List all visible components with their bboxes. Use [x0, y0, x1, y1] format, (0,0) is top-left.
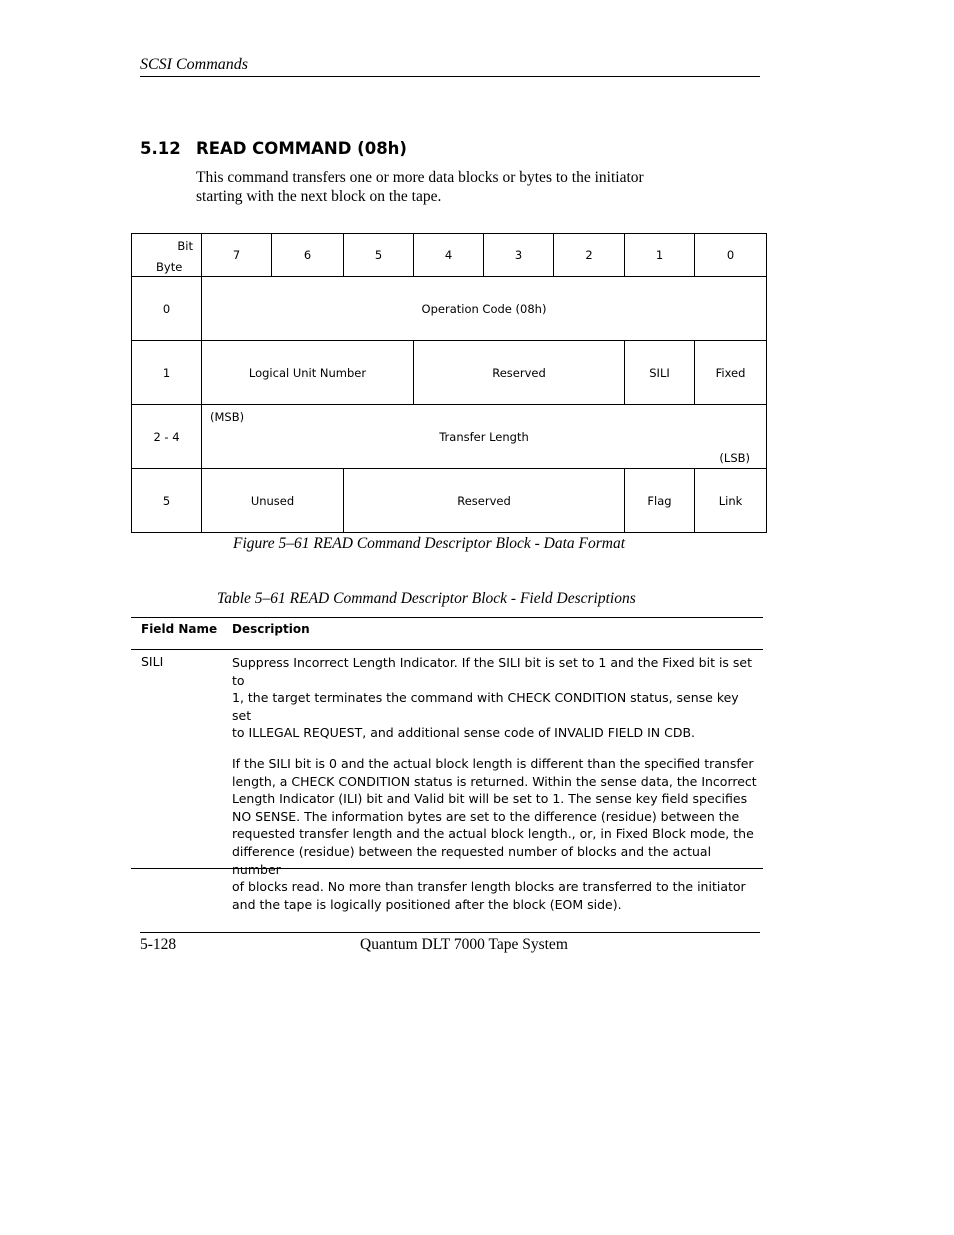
description-line: length, a CHECK CONDITION status is returned. Within the sense data, the Incorrect [232, 773, 757, 789]
table-caption: Table 5–61 READ Command Descriptor Block - Field Descriptions [217, 590, 636, 607]
column-header-field-name: Field Name [141, 622, 218, 636]
description-line: to ILLEGAL REQUEST, and additional sense code of INVALID FIELD IN CDB. [232, 725, 696, 741]
bit-number: 1 [625, 234, 695, 277]
description-paragraph [232, 654, 760, 742]
cdb-row-0 [132, 277, 767, 341]
byte-label: Byte [156, 260, 183, 274]
lun-cell: Logical Unit Number [202, 341, 414, 405]
fixed-cell: Fixed [695, 341, 767, 405]
section-title: READ COMMAND (08h) [196, 139, 407, 158]
column-header-description: Description [232, 622, 310, 636]
sili-cell: SILI [625, 341, 695, 405]
bit-number: 2 [554, 234, 625, 277]
intro-line: starting with the next block on the tape. [196, 188, 442, 205]
bit-number: 0 [695, 234, 767, 277]
unused-cell: Unused [202, 469, 344, 533]
section-intro [196, 168, 736, 206]
figure-caption: Figure 5–61 READ Command Descriptor Block - Data Format [233, 535, 626, 552]
page-number: 5-128 [140, 936, 177, 953]
cdb-header-row [132, 234, 767, 277]
description-line: 1, the target terminates the command with CHECK CONDITION status, sense key set [232, 690, 739, 723]
cdb-row-5 [132, 469, 767, 533]
flag-cell: Flag [625, 469, 695, 533]
book-title: Quantum DLT 7000 Tape System [360, 936, 568, 953]
cdb-row-1 [132, 341, 767, 405]
byte-number: 2 - 4 [132, 405, 202, 469]
description-line: Suppress Incorrect Length Indicator. If the SILI bit is set to 1 and the Fixed bit is set to [232, 655, 753, 688]
description-line: requested transfer length and the actual block length., or, in Fixed Block mode, the [232, 826, 754, 842]
bit-number: 7 [202, 234, 272, 277]
bit-number: 6 [272, 234, 344, 277]
cdb-format-table [131, 233, 767, 533]
link-cell: Link [695, 469, 767, 533]
description-line: of blocks read. No more than transfer length blocks are transferred to the initiator [232, 879, 746, 895]
reserved-cell: Reserved [344, 469, 625, 533]
footer-rule [140, 932, 760, 933]
section-number: 5.12 [140, 139, 181, 158]
description-line: If the SILI bit is 0 and the actual block length is different than the specified transfer [232, 755, 754, 771]
bit-number: 4 [414, 234, 484, 277]
operation-code-cell: Operation Code (08h) [202, 277, 767, 341]
description-line: NO SENSE. The information bytes are set to the difference (residue) between the [232, 808, 740, 824]
description-line: Length Indicator (ILI) bit and Valid bit will be set to 1. The sense key field specifies [232, 791, 748, 807]
transfer-length-label: Transfer Length [439, 429, 529, 444]
reserved-cell: Reserved [414, 341, 625, 405]
bit-number: 5 [344, 234, 414, 277]
header-rule [140, 76, 760, 77]
transfer-length-cell [202, 405, 767, 469]
field-name-sili: SILI [141, 654, 164, 669]
intro-line: This command transfers one or more data blocks or bytes to the initiator [196, 169, 644, 186]
field-description [232, 654, 760, 926]
running-head: SCSI Commands [140, 56, 249, 73]
bit-label: Bit [177, 239, 193, 253]
cdb-row-2-4 [132, 405, 767, 469]
byte-number: 1 [132, 341, 202, 405]
bit-number: 3 [484, 234, 554, 277]
description-line: and the tape is logically positioned after the block (EOM side). [232, 896, 622, 912]
byte-number: 5 [132, 469, 202, 533]
table-header-rule [131, 649, 763, 650]
lsb-label: (LSB) [719, 451, 750, 465]
byte-number: 0 [132, 277, 202, 341]
table-top-rule [131, 617, 763, 618]
description-line: difference (residue) between the requested number of blocks and the actual number [232, 843, 712, 877]
msb-label: (MSB) [210, 410, 245, 424]
description-paragraph [232, 755, 760, 913]
bit-byte-cell [132, 234, 202, 277]
table-bottom-rule [131, 868, 763, 869]
